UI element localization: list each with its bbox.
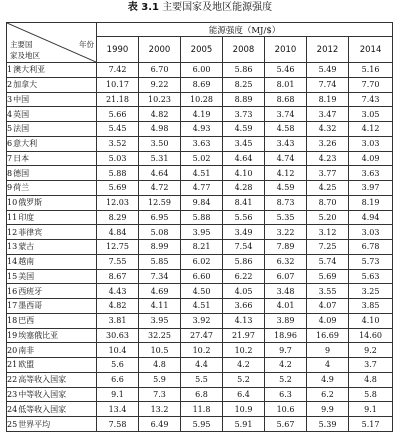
row-index: 5 (7, 124, 13, 134)
value-cell: 5.46 (265, 63, 307, 78)
value-cell: 8.29 (97, 210, 139, 225)
row-index: 23 (7, 389, 18, 399)
region-cell (7, 136, 97, 151)
value-cell: 6.6 (97, 372, 139, 387)
value-cell: 3.03 (349, 136, 393, 151)
table-body (7, 63, 393, 432)
value-cell: 4.28 (223, 181, 265, 196)
value-cell: 6.70 (139, 63, 181, 78)
value-cell: 3.7 (349, 358, 393, 373)
stub-label-year: 年份 (79, 40, 94, 49)
value-cell: 30.63 (97, 328, 139, 343)
region-name: 中国 (13, 94, 30, 104)
value-cell: 6.3 (265, 387, 307, 402)
year-header-cell: 2010 (265, 37, 307, 63)
value-cell: 10.6 (265, 402, 307, 417)
value-cell: 8.21 (181, 240, 223, 255)
value-cell: 12.75 (97, 240, 139, 255)
value-cell: 4.82 (139, 107, 181, 122)
value-cell: 8.69 (181, 77, 223, 92)
value-cell: 8.70 (307, 195, 349, 210)
value-cell: 6.2 (307, 387, 349, 402)
row-index: 14 (7, 257, 18, 267)
value-cell: 7.43 (349, 92, 393, 107)
table-row (7, 92, 393, 107)
region-cell (7, 387, 97, 402)
value-cell: 5.08 (139, 225, 181, 240)
value-cell: 11.8 (181, 402, 223, 417)
region-cell (7, 92, 97, 107)
value-cell: 5.63 (349, 269, 393, 284)
value-cell: 3.63 (181, 136, 223, 151)
region-cell (7, 372, 97, 387)
region-name: 英国 (13, 109, 30, 119)
value-cell: 4.4 (181, 358, 223, 373)
caption-title: 主要国家及地区能源强度 (162, 2, 273, 13)
value-cell: 8.25 (223, 77, 265, 92)
value-cell: 5.74 (307, 254, 349, 269)
value-cell: 4.23 (307, 151, 349, 166)
value-cell: 3.52 (97, 136, 139, 151)
value-cell: 3.26 (307, 136, 349, 151)
value-cell: 10.4 (97, 343, 139, 358)
value-cell: 7.3 (139, 387, 181, 402)
value-cell: 8.01 (265, 77, 307, 92)
region-name: 意大利 (13, 139, 38, 149)
value-cell: 4.01 (265, 299, 307, 314)
region-cell (7, 122, 97, 137)
region-name: 巴西 (18, 316, 35, 326)
region-name: 菲律宾 (18, 227, 43, 237)
value-cell: 9.1 (349, 402, 393, 417)
value-cell: 4.93 (181, 122, 223, 137)
value-cell: 4.94 (349, 210, 393, 225)
value-cell: 5.69 (97, 181, 139, 196)
region-name: 俄罗斯 (18, 198, 43, 208)
value-cell: 6.49 (139, 417, 181, 432)
value-cell: 4.8 (139, 358, 181, 373)
unit-header: 能源强度（MJ/$） (97, 23, 393, 37)
value-cell: 4.82 (97, 299, 139, 314)
row-index: 20 (7, 345, 18, 355)
value-cell: 3.66 (223, 299, 265, 314)
region-name: 美国 (18, 271, 35, 281)
stub-label-country-part1: 主要国 (10, 40, 33, 49)
value-cell: 4.10 (223, 166, 265, 181)
value-cell: 5.91 (223, 417, 265, 432)
region-cell (7, 195, 97, 210)
value-cell: 7.55 (97, 254, 139, 269)
row-index: 2 (7, 80, 13, 90)
value-cell: 10.17 (97, 77, 139, 92)
value-cell: 13.4 (97, 402, 139, 417)
table-row (7, 107, 393, 122)
value-cell: 8.89 (223, 92, 265, 107)
value-cell: 4.74 (265, 151, 307, 166)
value-cell: 4.43 (97, 284, 139, 299)
value-cell: 9.7 (265, 343, 307, 358)
value-cell: 12.59 (139, 195, 181, 210)
value-cell: 5.39 (307, 417, 349, 432)
row-index: 6 (7, 139, 13, 149)
table-row (7, 372, 393, 387)
region-name: 世界平均 (18, 419, 51, 429)
value-cell: 4.59 (223, 122, 265, 137)
value-cell: 7.42 (97, 63, 139, 78)
value-cell: 9.1 (97, 387, 139, 402)
value-cell: 3.22 (265, 225, 307, 240)
row-index: 12 (7, 227, 18, 237)
table-row (7, 210, 393, 225)
value-cell: 10.28 (181, 92, 223, 107)
table-row (7, 151, 393, 166)
table-row (7, 195, 393, 210)
value-cell: 4.09 (307, 313, 349, 328)
value-cell: 5.69 (307, 269, 349, 284)
value-cell: 3.95 (181, 225, 223, 240)
value-cell: 5.16 (349, 63, 393, 78)
value-cell: 5.20 (307, 210, 349, 225)
region-name: 蒙古 (18, 242, 35, 252)
value-cell: 6.22 (223, 269, 265, 284)
value-cell: 5.88 (97, 166, 139, 181)
value-cell: 4.09 (349, 151, 393, 166)
year-header-cell: 2005 (181, 37, 223, 63)
value-cell: 8.73 (265, 195, 307, 210)
region-name: 高等收入国家 (18, 375, 67, 385)
value-cell: 4.58 (265, 122, 307, 137)
value-cell: 14.60 (349, 328, 393, 343)
value-cell: 3.89 (265, 313, 307, 328)
value-cell: 10.5 (139, 343, 181, 358)
value-cell: 6.95 (139, 210, 181, 225)
stub-label-country-part2: 家及地区 (10, 51, 40, 60)
value-cell: 3.12 (307, 225, 349, 240)
value-cell: 9 (307, 343, 349, 358)
value-cell: 3.05 (349, 107, 393, 122)
value-cell: 5.17 (349, 417, 393, 432)
row-index: 13 (7, 242, 18, 252)
table-row (7, 417, 393, 432)
region-name: 低等收入国家 (18, 404, 67, 414)
row-index: 24 (7, 404, 18, 414)
value-cell: 6.02 (181, 254, 223, 269)
value-cell: 27.47 (181, 328, 223, 343)
value-cell: 9.2 (349, 343, 393, 358)
row-index: 10 (7, 198, 18, 208)
region-name: 欧盟 (18, 360, 35, 370)
year-header-cell: 2008 (223, 37, 265, 63)
value-cell: 3.45 (223, 136, 265, 151)
table-row (7, 328, 393, 343)
row-index: 25 (7, 419, 18, 429)
value-cell: 5.03 (97, 151, 139, 166)
value-cell: 18.96 (265, 328, 307, 343)
region-name: 澳大利亚 (13, 65, 46, 75)
table-row (7, 299, 393, 314)
value-cell: 3.47 (307, 107, 349, 122)
value-cell: 4.07 (307, 299, 349, 314)
region-cell (7, 269, 97, 284)
value-cell: 4.77 (181, 181, 223, 196)
value-cell: 7.58 (97, 417, 139, 432)
value-cell: 5.31 (139, 151, 181, 166)
value-cell: 4.50 (181, 284, 223, 299)
value-cell: 21.97 (223, 328, 265, 343)
region-cell (7, 313, 97, 328)
value-cell: 3.63 (349, 166, 393, 181)
value-cell: 8.68 (265, 92, 307, 107)
value-cell: 10.9 (223, 402, 265, 417)
value-cell: 4.12 (265, 166, 307, 181)
table-row (7, 402, 393, 417)
year-header-cell: 2012 (307, 37, 349, 63)
row-index: 18 (7, 316, 18, 326)
row-index: 15 (7, 271, 18, 281)
table-row (7, 181, 393, 196)
value-cell: 3.25 (349, 284, 393, 299)
year-header-cell: 2014 (349, 37, 393, 63)
region-name: 法国 (13, 124, 30, 134)
stub-header (7, 23, 97, 63)
value-cell: 5.45 (97, 122, 139, 137)
value-cell: 6.60 (181, 269, 223, 284)
value-cell: 10.23 (139, 92, 181, 107)
value-cell: 3.95 (139, 313, 181, 328)
value-cell: 8.19 (349, 195, 393, 210)
value-cell: 5.85 (139, 254, 181, 269)
value-cell: 4.2 (265, 358, 307, 373)
value-cell: 4.11 (139, 299, 181, 314)
table-row (7, 313, 393, 328)
region-name: 加拿大 (13, 80, 38, 90)
region-cell (7, 151, 97, 166)
value-cell: 5.95 (181, 417, 223, 432)
value-cell: 4.25 (307, 181, 349, 196)
value-cell: 6.32 (265, 254, 307, 269)
table-row (7, 136, 393, 151)
value-cell: 4.64 (223, 151, 265, 166)
row-index: 4 (7, 109, 13, 119)
region-name: 南非 (18, 345, 35, 355)
table-row (7, 358, 393, 373)
row-index: 16 (7, 286, 18, 296)
value-cell: 3.85 (349, 299, 393, 314)
value-cell: 7.89 (265, 240, 307, 255)
value-cell: 7.34 (139, 269, 181, 284)
region-cell (7, 417, 97, 432)
value-cell: 9.84 (181, 195, 223, 210)
value-cell: 3.97 (349, 181, 393, 196)
row-index: 17 (7, 301, 18, 311)
value-cell: 3.48 (265, 284, 307, 299)
value-cell: 4.9 (307, 372, 349, 387)
value-cell: 3.03 (349, 225, 393, 240)
value-cell: 6.07 (265, 269, 307, 284)
value-cell: 4.13 (223, 313, 265, 328)
value-cell: 4.10 (349, 313, 393, 328)
value-cell: 3.55 (307, 284, 349, 299)
region-name: 日本 (13, 153, 30, 163)
value-cell: 4.72 (139, 181, 181, 196)
value-cell: 4.05 (223, 284, 265, 299)
region-cell (7, 166, 97, 181)
region-cell (7, 358, 97, 373)
value-cell: 5.67 (265, 417, 307, 432)
value-cell: 13.2 (139, 402, 181, 417)
value-cell: 3.49 (223, 225, 265, 240)
value-cell: 3.43 (265, 136, 307, 151)
row-index: 11 (7, 212, 18, 222)
value-cell: 9.22 (139, 77, 181, 92)
region-cell (7, 181, 97, 196)
value-cell: 5.5 (181, 372, 223, 387)
value-cell: 5.6 (97, 358, 139, 373)
table-row (7, 63, 393, 78)
value-cell: 4.84 (97, 225, 139, 240)
region-cell (7, 328, 97, 343)
value-cell: 3.74 (265, 107, 307, 122)
value-cell: 6.8 (181, 387, 223, 402)
value-cell: 6.78 (349, 240, 393, 255)
value-cell: 12.03 (97, 195, 139, 210)
table-row (7, 387, 393, 402)
value-cell: 3.81 (97, 313, 139, 328)
value-cell: 4.51 (181, 299, 223, 314)
value-cell: 4.69 (139, 284, 181, 299)
table-row (7, 254, 393, 269)
region-cell (7, 225, 97, 240)
region-name: 荷兰 (13, 183, 30, 193)
region-name: 埃塞俄比亚 (18, 330, 59, 340)
region-name: 越南 (18, 257, 35, 267)
value-cell: 4.51 (181, 166, 223, 181)
region-cell (7, 63, 97, 78)
value-cell: 10.2 (181, 343, 223, 358)
region-name: 西班牙 (18, 286, 43, 296)
region-cell (7, 402, 97, 417)
value-cell: 7.74 (307, 77, 349, 92)
value-cell: 5.56 (223, 210, 265, 225)
value-cell: 5.8 (349, 387, 393, 402)
value-cell: 21.18 (97, 92, 139, 107)
value-cell: 3.77 (307, 166, 349, 181)
value-cell: 5.2 (265, 372, 307, 387)
row-index: 21 (7, 360, 18, 370)
row-index: 9 (7, 183, 13, 193)
value-cell: 4.2 (223, 358, 265, 373)
year-header-cell: 2000 (139, 37, 181, 63)
value-cell: 32.25 (139, 328, 181, 343)
region-cell (7, 343, 97, 358)
value-cell: 3.73 (223, 107, 265, 122)
value-cell: 4.98 (139, 122, 181, 137)
table-row (7, 77, 393, 92)
region-cell (7, 299, 97, 314)
region-cell (7, 254, 97, 269)
value-cell: 5.86 (223, 63, 265, 78)
value-cell: 5.86 (223, 254, 265, 269)
value-cell: 4.59 (265, 181, 307, 196)
value-cell: 5.73 (349, 254, 393, 269)
table-row (7, 343, 393, 358)
value-cell: 4.8 (349, 372, 393, 387)
table-row (7, 269, 393, 284)
region-cell (7, 107, 97, 122)
value-cell: 8.67 (97, 269, 139, 284)
row-index: 19 (7, 330, 18, 340)
region-cell (7, 210, 97, 225)
region-cell (7, 240, 97, 255)
value-cell: 8.41 (223, 195, 265, 210)
value-cell: 8.99 (139, 240, 181, 255)
region-cell (7, 77, 97, 92)
row-index: 8 (7, 168, 13, 178)
region-name: 德国 (13, 168, 30, 178)
value-cell: 8.19 (307, 92, 349, 107)
table-row (7, 122, 393, 137)
value-cell: 4.32 (307, 122, 349, 137)
value-cell: 6.4 (223, 387, 265, 402)
value-cell: 4 (307, 358, 349, 373)
value-cell: 4.19 (181, 107, 223, 122)
value-cell: 10.2 (223, 343, 265, 358)
value-cell: 3.92 (181, 313, 223, 328)
value-cell: 5.9 (139, 372, 181, 387)
table-row (7, 284, 393, 299)
row-index: 22 (7, 375, 18, 385)
value-cell: 5.88 (181, 210, 223, 225)
value-cell: 5.2 (223, 372, 265, 387)
year-header-cell: 1990 (97, 37, 139, 63)
table-row (7, 240, 393, 255)
row-index: 1 (7, 65, 13, 75)
value-cell: 5.66 (97, 107, 139, 122)
region-cell (7, 284, 97, 299)
row-index: 3 (7, 94, 13, 104)
table-row (7, 225, 393, 240)
value-cell: 5.49 (307, 63, 349, 78)
table-row (7, 166, 393, 181)
value-cell: 16.69 (307, 328, 349, 343)
value-cell: 7.25 (307, 240, 349, 255)
value-cell: 4.64 (139, 166, 181, 181)
value-cell: 5.35 (265, 210, 307, 225)
region-name: 中等收入国家 (18, 389, 67, 399)
region-name: 墨西哥 (18, 301, 43, 311)
row-index: 7 (7, 153, 13, 163)
value-cell: 7.70 (349, 77, 393, 92)
value-cell: 7.54 (223, 240, 265, 255)
value-cell: 4.12 (349, 122, 393, 137)
energy-intensity-table (6, 22, 393, 432)
value-cell: 3.50 (139, 136, 181, 151)
caption-label: 表 3.1 (127, 2, 159, 13)
region-name: 印度 (18, 212, 35, 222)
table-caption (0, 1, 400, 15)
value-cell: 5.02 (181, 151, 223, 166)
value-cell: 6.00 (181, 63, 223, 78)
value-cell: 9.9 (307, 402, 349, 417)
